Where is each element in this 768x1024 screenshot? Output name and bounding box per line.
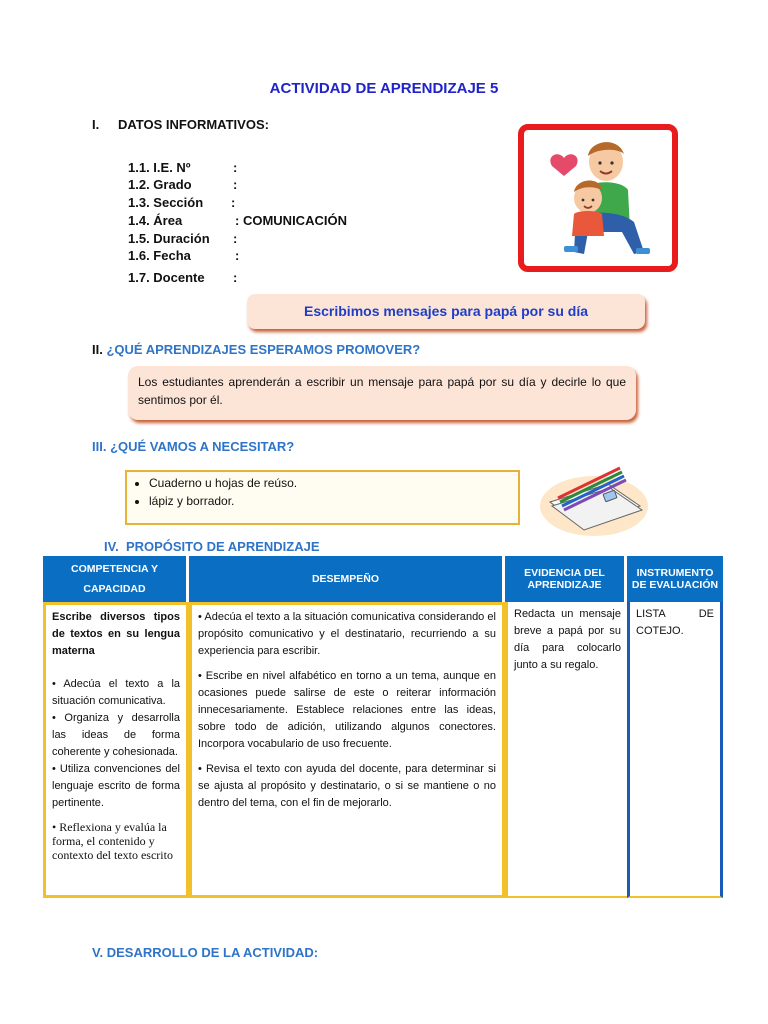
section-2-label: ¿QUÉ APRENDIZAJES ESPERAMOS PROMOVER? <box>106 342 421 357</box>
section-4-number: IV. <box>104 539 119 554</box>
section-5-number: V. <box>92 945 104 960</box>
cell-evidencia <box>505 602 627 898</box>
desempeno-item: • Adecúa el texto a la situación comunicativa considerando el propósito comunicativo y el destinatario, recurriendo a su experiencia para escribir. <box>198 611 496 657</box>
header-desempeno: DESEMPEÑO <box>189 556 505 602</box>
info-row-fecha <box>128 248 239 263</box>
materials-item: • Cuaderno u hojas de reúso. <box>149 476 518 490</box>
info-row-duracion <box>128 231 237 246</box>
section-1-heading <box>92 117 269 132</box>
info-label: 1.3. Sección <box>128 195 204 210</box>
section-2-heading <box>92 342 420 357</box>
info-row-area <box>128 213 347 228</box>
capacidad-item: • Adecúa el texto a la situación comunicativa. <box>52 678 180 707</box>
evidencia-text: Redacta un mensaje breve a papá por su día para colocarlo junto a su regalo. <box>514 608 621 671</box>
learning-purpose-table <box>43 556 723 898</box>
section-5-label: DESARROLLO DE LA ACTIVIDAD: <box>106 945 319 960</box>
section-2-number: II. <box>92 342 103 357</box>
header-instrumento: INSTRUMENTO DE EVALUACIÓN <box>627 556 723 602</box>
activity-title-banner: Escribimos mensajes para papá por su día <box>247 294 645 329</box>
table-row <box>43 602 723 898</box>
cell-instrumento <box>627 602 723 898</box>
info-colon: : <box>233 270 238 285</box>
info-colon: : <box>233 231 238 246</box>
materials-box <box>125 470 520 525</box>
info-row-seccion <box>128 195 235 210</box>
info-row-docente <box>128 270 237 285</box>
info-colon: : <box>235 248 240 263</box>
cell-competencia <box>43 602 189 898</box>
section-4-label: PROPÓSITO DE APRENDIZAJE <box>125 539 320 554</box>
desempeno-item: • Escribe en nivel alfabético en torno a un tema, aunque en ocasiones puede salirse de este o reiterar información innecesariamente. Establece relaciones entre las ideas, sobre todo de adición, utilizando algunos conectores. Incorpora vocabulario de uso frecuente. <box>198 670 496 750</box>
header-competencia-line1: COMPETENCIA Y <box>71 563 158 575</box>
info-colon: : <box>235 213 240 228</box>
father-son-drawing <box>524 130 672 266</box>
page-title: ACTIVIDAD DE APRENDIZAJE 5 <box>269 80 499 97</box>
notebook-pencils-illustration <box>538 458 650 538</box>
header-evidencia: EVIDENCIA DEL APRENDIZAJE <box>505 556 627 602</box>
desempeno-item: • Revisa el texto con ayuda del docente, para determinar si se ajusta al propósito y destinatario, o si se mantiene o no dentro del tema, con el fin de mejorarlo. <box>198 763 496 809</box>
competencia-title: Escribe diversos tipos de textos en su lengua materna <box>52 611 180 657</box>
cell-desempeno <box>189 602 505 898</box>
section-4-heading <box>104 539 320 554</box>
section-1-label: DATOS INFORMATIVOS: <box>118 117 269 132</box>
info-label: 1.1. I.E. Nº <box>128 160 191 175</box>
heart-icon <box>550 154 577 176</box>
info-row-grado <box>128 177 237 192</box>
info-row-ie <box>128 160 237 175</box>
info-value-area: COMUNICACIÓN <box>242 213 347 228</box>
notebook-drawing <box>538 458 650 538</box>
capacidad-item: • Organiza y desarrolla las ideas de forma coherente y cohesionada. <box>52 712 180 758</box>
father-son-illustration <box>518 124 678 272</box>
capacidad-item: • Utiliza convenciones del lenguaje escrito de forma pertinente. <box>52 763 180 809</box>
table-header-row <box>43 556 723 602</box>
info-label: 1.2. Grado <box>128 177 192 192</box>
info-colon: : <box>233 160 238 175</box>
learning-goal-box: Los estudiantes aprenderán a escribir un mensaje para papá por su día y decirle lo que sentimos por él. <box>128 366 636 420</box>
header-competencia <box>43 556 189 602</box>
materials-item: • lápiz y borrador. <box>149 494 518 508</box>
info-colon: : <box>231 195 236 210</box>
header-competencia-line2: CAPACIDAD <box>83 583 146 595</box>
capacidad-item-last: • Reflexiona y evalúa la forma, el contenido y contexto del texto escrito <box>52 820 173 862</box>
section-3-heading <box>92 439 294 454</box>
section-5-heading <box>92 945 318 960</box>
section-1-number: I. <box>92 117 100 132</box>
info-colon: : <box>233 177 238 192</box>
info-label: 1.4. Área <box>128 213 183 228</box>
section-3-number: III. <box>92 439 107 454</box>
info-label: 1.5. Duración <box>128 231 210 246</box>
section-3-label: ¿QUÉ VAMOS A NECESITAR? <box>110 439 295 454</box>
info-label: 1.7. Docente <box>128 270 205 285</box>
instrumento-text: LISTA DE COTEJO. <box>636 608 714 637</box>
info-label: 1.6. Fecha <box>128 248 191 263</box>
